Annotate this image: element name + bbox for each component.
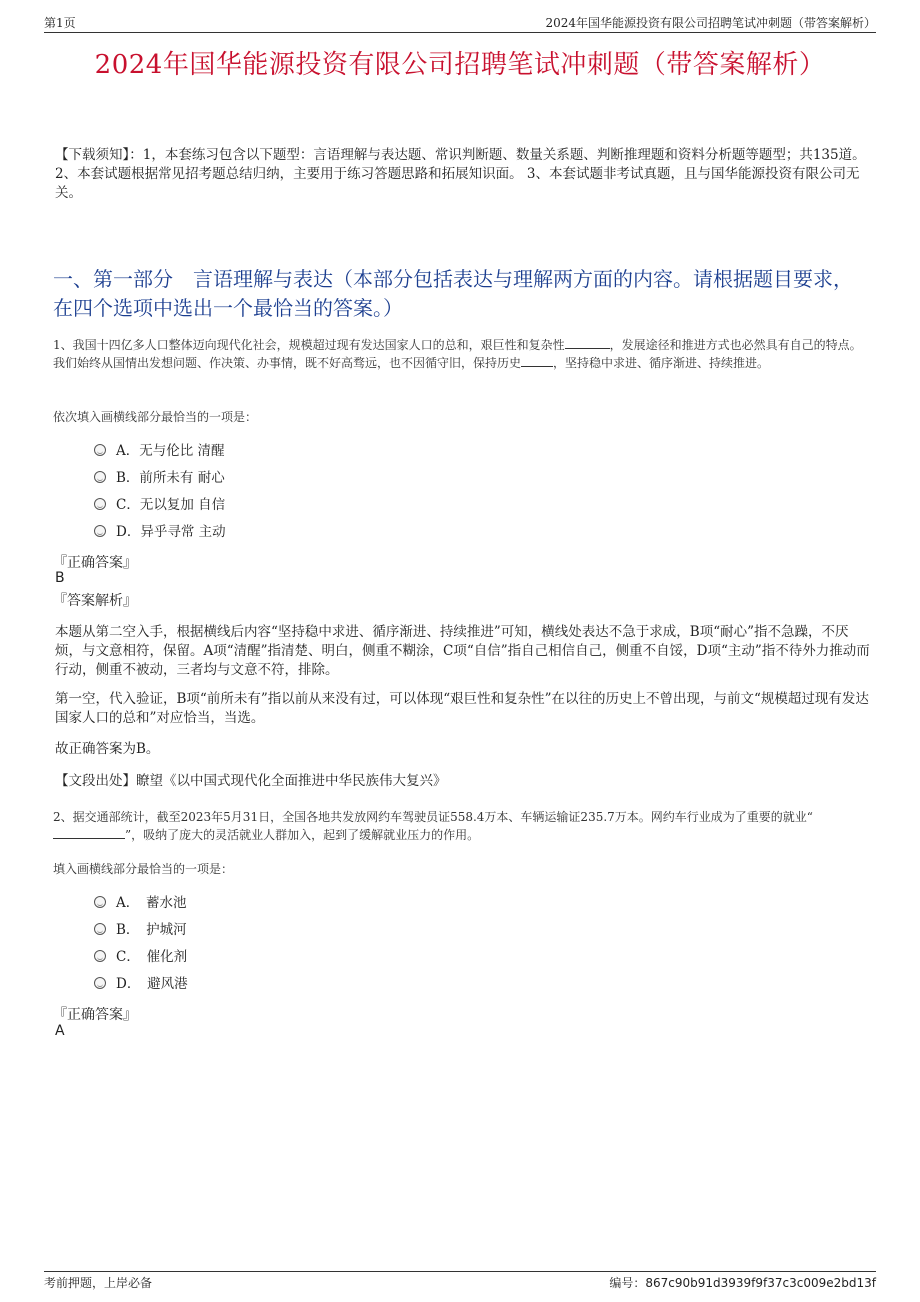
q2-option-a[interactable]: A． 蓄水池 xyxy=(94,894,187,912)
q2-option-c[interactable]: C． 催化剂 xyxy=(94,948,187,966)
q1-option-c[interactable]: C．无以复加 自信 xyxy=(94,496,225,514)
footer-doc-id: 编号：867c90b91d3939f9f37c3c009e2bd13f xyxy=(609,1276,876,1290)
page-header xyxy=(44,12,876,33)
q1-option-b[interactable]: B．前所未有 耐心 xyxy=(94,469,225,487)
radio-icon[interactable] xyxy=(94,896,106,908)
q1-source: 【文段出处】瞭望《以中国式现代化全面推进中华民族伟大复兴》 xyxy=(55,773,447,789)
radio-icon[interactable] xyxy=(94,977,106,989)
document-title: 2024年国华能源投资有限公司招聘笔试冲刺题（带答案解析） xyxy=(94,50,826,80)
q1-option-d[interactable]: D．异乎寻常 主动 xyxy=(94,523,226,541)
radio-icon[interactable] xyxy=(94,525,106,537)
q1-analysis-2: 第一空，代入验证，B项“前所未有”指以前从来没有过，可以体现“艰巨性和复杂性”在以往的历史上不曾出现，与前文“规模超过现有发达国家人口的总和”对应恰当，当选。 xyxy=(55,691,869,726)
q2-option-d[interactable]: D． 避风港 xyxy=(94,975,188,993)
page-number: 第1页 xyxy=(44,16,76,30)
q2-answer: A xyxy=(55,1023,65,1039)
q2-option-b[interactable]: B． 护城河 xyxy=(94,921,187,939)
q1-analysis-1: 本题从第二空入手，根据横线后内容“坚持稳中求进、循序渐进、持续推进”可知，横线处表达不急于求成，B项“耐心”指不急躁，不厌烦，与文意相符，保留。A项“清醒”指清楚、明白，侧重不糊涂，C项“自信”指自己相信自己，侧重不自馁，D项“主动”指不待外力推动而行动，侧重不被动，三者均与文意不符，排除。 xyxy=(55,624,870,678)
question-2-prompt: 填入画横线部分最恰当的一项是： xyxy=(53,862,234,876)
question-1-prompt: 依次填入画横线部分最恰当的一项是： xyxy=(53,410,258,424)
header-doc-title: 2024年国华能源投资有限公司招聘笔试冲刺题（带答案解析） xyxy=(545,16,876,30)
radio-icon[interactable] xyxy=(94,498,106,510)
question-1-text: 1、我国十四亿多人口整体迈向现代化社会，规模超过现有发达国家人口的总和，艰巨性和复杂性 ，发展途径和推进方式也必然具有自己的特点。我们始终从国情出发想问题、作决策、办事情，既不好高骛远，也不因循守旧，保持历史 ，坚持稳中求进、循序渐进、持续推进。 xyxy=(53,338,862,370)
q1-analysis-label: 『答案解析』 xyxy=(53,593,137,609)
q2-answer-label: 『正确答案』 xyxy=(53,1007,137,1023)
fill-blank xyxy=(53,826,125,839)
radio-icon[interactable] xyxy=(94,471,106,483)
download-notice: 【下载须知】：1，本套练习包含以下题型：言语理解与表达题、常识判断题、数量关系题、判断推理题和资料分析题等题型；共135道。 2、本套试题根据常见招考题总结归纳，主要用于练习答题思路和拓展知识面。 3、本套试题非考试真题，且与国华能源投资有限公司无关。 xyxy=(55,147,866,201)
radio-icon[interactable] xyxy=(94,923,106,935)
page-footer xyxy=(44,1271,876,1292)
q1-option-a[interactable]: A．无与伦比 清醒 xyxy=(94,442,225,460)
fill-blank xyxy=(521,354,553,367)
question-2-text: 2、据交通部统计，截至2023年5月31日，全国各地共发放网约车驾驶员证558.4万本、车辆运输证235.7万本。网约车行业成为了重要的就业“”，吸纳了庞大的灵活就业人群加入，起到了缓解就业压力的作用。 xyxy=(53,810,813,842)
section-title: 一、第一部分 言语理解与表达（本部分包括表达与理解两方面的内容。请根据题目要求，在四个选项中选出一个最恰当的答案。） xyxy=(53,267,853,320)
footer-slogan: 考前押题，上岸必备 xyxy=(44,1276,153,1290)
q1-analysis-3: 故正确答案为B。 xyxy=(55,741,160,757)
fill-blank xyxy=(565,336,610,349)
q1-answer-label: 『正确答案』 xyxy=(53,555,137,571)
radio-icon[interactable] xyxy=(94,950,106,962)
radio-icon[interactable] xyxy=(94,444,106,456)
q1-answer: B xyxy=(55,570,65,586)
